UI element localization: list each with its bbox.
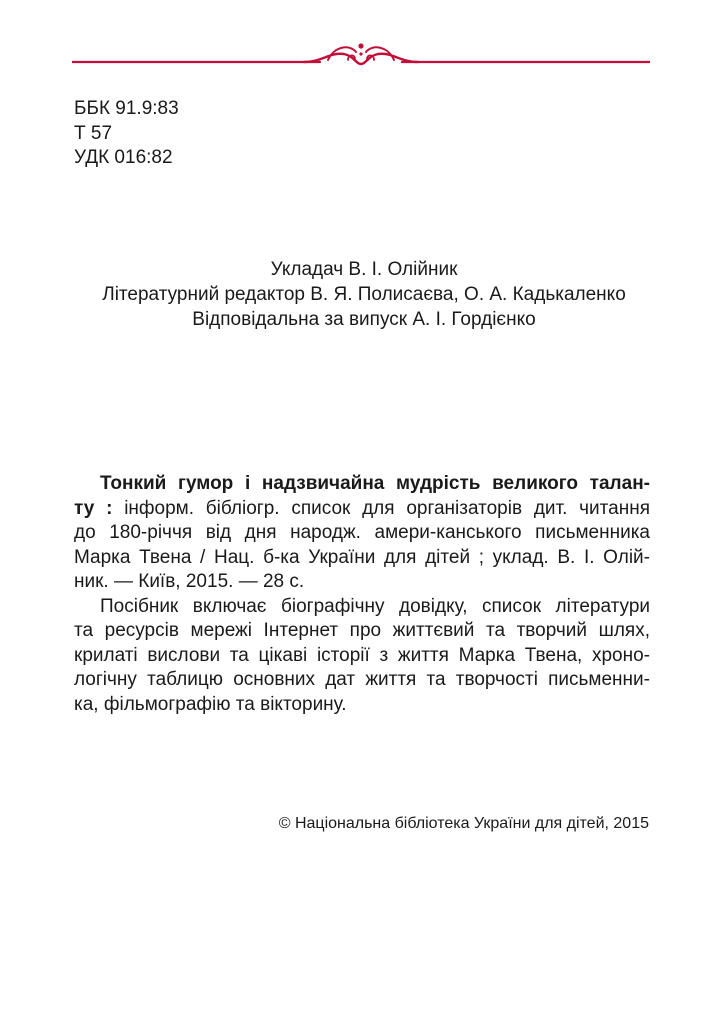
annotation-line: та ресурсів мережі Інтернет про життєвий та творчий шлях,: [74, 620, 650, 641]
annotation-line: ка, фільмографію та вікторину.: [74, 693, 347, 715]
compiler: Укладач В. І. Олійник: [270, 259, 458, 280]
title-line: Тонкий гумор і надзвичайна мудрість великого талан-: [100, 473, 650, 494]
record-text: інформ. бібліогр. список для організаторів дит. читання: [112, 497, 650, 519]
udk-code: УДК 016:82: [74, 147, 173, 168]
classification-codes: [74, 97, 179, 171]
title-end: ту :: [74, 497, 113, 519]
annotation-line: Посібник включає біографічну довідку, список літератури: [100, 595, 650, 617]
annotation-line: крилаті вислови та цікаві історії з життя Марка Твена, хроно-: [74, 644, 650, 666]
bbk-code: ББК 91.9:83: [74, 98, 179, 119]
record-line: до 180-річчя від дня народж. амери-канського письменника: [74, 522, 650, 543]
record-line: Марка Твена / Нац. б-ка України для дітей ; уклад. В. І. Олій-: [74, 546, 650, 568]
literary-editor: Літературний редактор В. Я. Полисаєва, О. А. Кадькаленко: [102, 284, 626, 305]
decorative-ornament: [72, 40, 650, 70]
responsible-editor: Відповідальна за випуск А. І. Гордієнко: [192, 309, 536, 330]
catalog-mark: Т 57: [74, 122, 113, 144]
annotation-line: логічну таблицю основних дат життя та творчості письменни-: [74, 669, 650, 690]
record-line: ник. — Київ, 2015. — 28 с.: [74, 571, 305, 592]
credits: [74, 257, 654, 332]
copyright-notice: © Національна бібліотека України для дітей, 2015: [278, 815, 649, 832]
bibliographic-record: [74, 472, 650, 717]
record-line: [74, 497, 650, 522]
